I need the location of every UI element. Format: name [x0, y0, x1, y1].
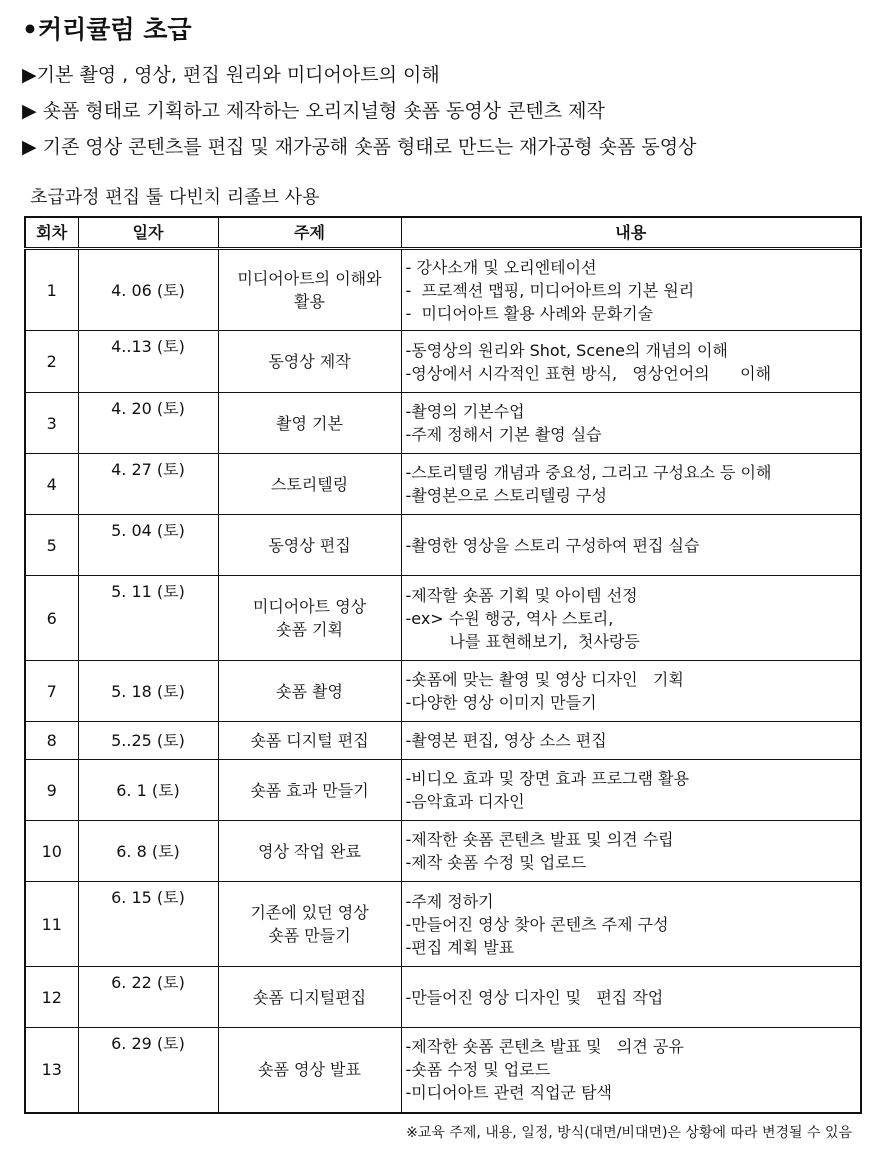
session-content — [401, 454, 861, 515]
bullet-reworked-shortform: ▶ 기존 영상 콘텐츠를 편집 및 재가공해 숏폼 형태로 만드는 재가공형 숏폼 동영상 — [22, 136, 697, 158]
session-number: 9 — [25, 760, 78, 821]
header-topic: 주제 — [218, 217, 401, 249]
topic-line: 숏폼 디지털 편집 — [250, 731, 369, 750]
topic-line: 촬영 기본 — [276, 413, 343, 433]
session-date: 5. 18 (토) — [78, 661, 218, 722]
header-date: 일자 — [78, 217, 218, 249]
session-content — [401, 661, 861, 722]
session-number: 5 — [25, 515, 78, 576]
session-topic — [218, 331, 401, 393]
session-content — [401, 722, 861, 760]
session-date: 6. 15 (토) — [78, 882, 218, 967]
session-date: 6. 1 (토) — [78, 760, 218, 821]
topic-line: 동영상 편집 — [268, 535, 351, 555]
topic-line: 스토리텔링 — [270, 474, 349, 494]
table-row — [25, 331, 861, 393]
header-session: 회차 — [25, 217, 78, 249]
session-content — [401, 331, 861, 393]
table-row — [25, 576, 861, 661]
session-topic — [218, 967, 401, 1028]
topic-line: 숏폼 만들기 — [268, 926, 351, 945]
session-number: 3 — [25, 393, 78, 454]
session-number: 10 — [25, 821, 78, 882]
content-line: -촬영본으로 스토리텔링 구성 — [405, 486, 607, 505]
session-date: 4. 06 (토) — [78, 249, 218, 331]
content-line: - 미디어아트 활용 사례와 문화기술 — [405, 303, 654, 323]
session-content — [401, 393, 861, 454]
content-line: -편집 계획 발표 — [405, 937, 515, 957]
content-line: -제작한 숏폼 콘텐츠 발표 및 의견 공유 — [405, 1037, 684, 1057]
content-line: -제작 숏폼 수정 및 업로드 — [405, 853, 587, 872]
topic-line: 숏폼 영상 발표 — [258, 1060, 361, 1080]
content-line: -주제 정하기 — [405, 891, 494, 911]
content-line: -미디어아트 관련 직업군 탐색 — [405, 1083, 613, 1103]
table-header-row — [25, 217, 861, 249]
session-topic — [218, 760, 401, 821]
content-line: -음악효과 디자인 — [405, 792, 525, 811]
session-content — [401, 821, 861, 882]
session-number: 2 — [25, 331, 78, 393]
session-date: 5. 04 (토) — [78, 515, 218, 576]
session-content — [401, 967, 861, 1028]
content-line: -다양한 영상 이미지 만들기 — [405, 693, 597, 712]
session-number: 8 — [25, 722, 78, 760]
content-line: -숏폼에 맞는 촬영 및 영상 디자인 기획 — [405, 670, 684, 689]
session-topic — [218, 249, 401, 331]
session-content — [401, 760, 861, 821]
content-line: -숏폼 수정 및 업로드 — [405, 1060, 551, 1080]
session-topic — [218, 515, 401, 576]
session-content — [401, 576, 861, 661]
table-row — [25, 1028, 861, 1113]
topic-line: 숏폼 효과 만들기 — [250, 780, 369, 800]
session-date: 5. 11 (토) — [78, 576, 218, 661]
session-date: 4. 20 (토) — [78, 393, 218, 454]
session-topic — [218, 1028, 401, 1113]
table-row — [25, 722, 861, 760]
content-line: -비디오 효과 및 장면 효과 프로그램 활용 — [405, 769, 690, 788]
bullet-basic-shooting: ▶기본 촬영 , 영상, 편집 원리와 미디어아트의 이해 — [22, 64, 440, 86]
session-number: 1 — [25, 249, 78, 331]
session-topic — [218, 393, 401, 454]
content-line: -촬영의 기본수업 — [405, 402, 525, 421]
session-topic — [218, 454, 401, 515]
bullet-original-shortform: ▶ 숏폼 형태로 기획하고 제작하는 오리지널형 숏폼 동영상 콘텐츠 제작 — [22, 100, 605, 122]
session-topic — [218, 821, 401, 882]
session-number: 12 — [25, 967, 78, 1028]
topic-line: 동영상 제작 — [268, 352, 351, 371]
content-line: -동영상의 원리와 Shot, Scene의 개념의 이해 — [405, 340, 728, 360]
session-date: 4. 27 (토) — [78, 454, 218, 515]
session-date: 5..25 (토) — [78, 722, 218, 760]
content-line: -만들어진 영상 찾아 콘텐츠 주제 구성 — [405, 914, 669, 934]
table-row — [25, 967, 861, 1028]
table-row — [25, 515, 861, 576]
header-content: 내용 — [401, 217, 861, 249]
schedule-change-notice: ※교육 주제, 내용, 일정, 방식(대면/비대면)은 상황에 따라 변경될 수 있음 — [406, 1125, 852, 1141]
session-topic — [218, 722, 401, 760]
session-number: 4 — [25, 454, 78, 515]
session-number: 7 — [25, 661, 78, 722]
session-number: 13 — [25, 1028, 78, 1113]
content-line: -만들어진 영상 디자인 및 편집 작업 — [405, 987, 664, 1007]
session-date: 4..13 (토) — [78, 331, 218, 393]
session-content — [401, 1028, 861, 1113]
session-number: 6 — [25, 576, 78, 661]
topic-line: 영상 작업 완료 — [258, 841, 361, 861]
content-line: -주제 정해서 기본 촬영 실습 — [405, 425, 602, 444]
topic-line: 숏폼 기획 — [276, 620, 343, 639]
curriculum-table — [24, 216, 862, 1114]
table-row — [25, 393, 861, 454]
topic-line: 활용 — [294, 292, 325, 311]
table-row — [25, 760, 861, 821]
session-date: 6. 22 (토) — [78, 967, 218, 1028]
session-content — [401, 882, 861, 967]
topic-line: 숏폼 디지털편집 — [252, 987, 367, 1007]
table-row — [25, 661, 861, 722]
topic-line: 미디어아트의 이해와 — [237, 269, 382, 288]
page-title: •커리큘럼 초급 — [22, 15, 192, 44]
table-row — [25, 882, 861, 967]
session-content — [401, 515, 861, 576]
session-content — [401, 249, 861, 331]
session-date: 6. 29 (토) — [78, 1028, 218, 1113]
topic-line: 숏폼 촬영 — [276, 681, 343, 701]
topic-line: 미디어아트 영상 — [252, 597, 367, 616]
content-line: -영상에서 시각적인 표현 방식, 영상언어의 이해 — [405, 363, 772, 383]
content-line: -촬영본 편집, 영상 소스 편집 — [405, 731, 607, 750]
table-row — [25, 821, 861, 882]
session-date: 6. 8 (토) — [78, 821, 218, 882]
content-line: - 프로젝션 맵핑, 미디어아트의 기본 원리 — [405, 280, 695, 300]
table-row — [25, 249, 861, 331]
content-line: -스토리텔링 개념과 중요성, 그리고 구성요소 등 이해 — [405, 463, 772, 482]
content-line: -제작할 숏폼 기획 및 아이템 선정 — [405, 585, 638, 605]
content-line: -제작한 숏폼 콘텐츠 발표 및 의견 수립 — [405, 830, 674, 849]
content-line: -ex> 수원 행궁, 역사 스토리, — [405, 608, 614, 628]
session-topic — [218, 882, 401, 967]
table-row — [25, 454, 861, 515]
content-line: - 강사소개 및 오리엔테이션 — [405, 257, 597, 277]
session-topic — [218, 661, 401, 722]
content-line: 나를 표현해보기, 첫사랑등 — [449, 631, 640, 651]
session-number: 11 — [25, 882, 78, 967]
course-tool-note: 초급과정 편집 툴 다빈치 리졸브 사용 — [30, 187, 320, 208]
session-topic — [218, 576, 401, 661]
topic-line: 기존에 있던 영상 — [250, 903, 369, 922]
content-line: -촬영한 영상을 스토리 구성하여 편집 실습 — [405, 535, 700, 555]
